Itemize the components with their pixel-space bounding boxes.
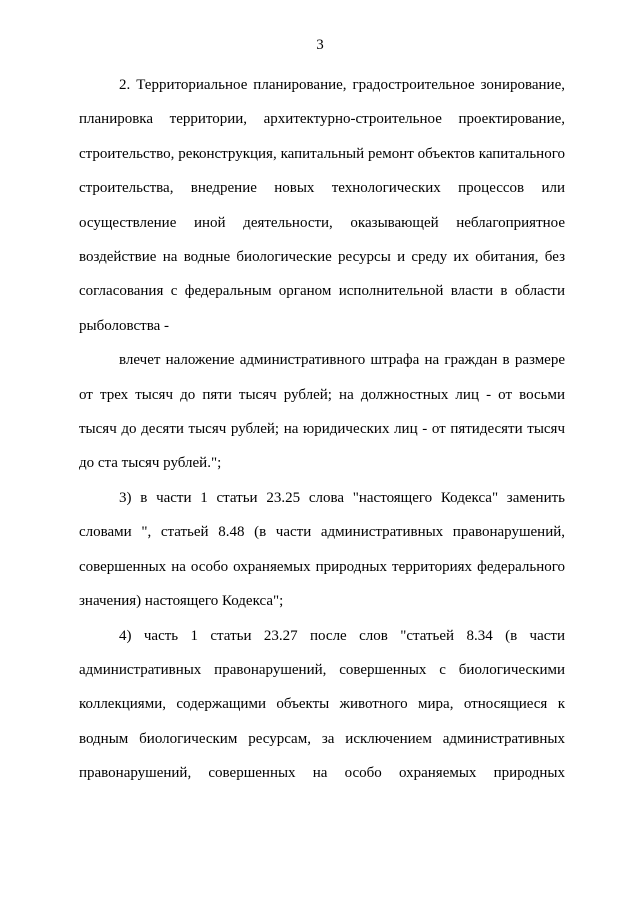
document-body — [79, 68, 565, 791]
paragraph-penalty: влечет наложение административного штрафа на граждан в размере от трех тысяч до пяти тысяч рублей; на должностных лиц - от восьми тысяч до десяти тысяч рублей; на юридических лиц - от пятидесяти тысяч до ста тысяч рублей."; — [79, 352, 565, 472]
page-number: 3 — [316, 37, 324, 53]
paragraph-item-3: 3) в части 1 статьи 23.25 слова "настоящего Кодекса" заменить словами ", статьей 8.48 (в части административных правонарушений, совершенных на особо охраняемых природных территориях федерального значения) настоящего Кодекса"; — [79, 489, 565, 610]
paragraph-item-4: 4) часть 1 статьи 23.27 после слов "статьей 8.34 (в части административных правонарушений, совершенных с биологическими коллекциями, содержащими объекты животного мира, относящиеся к водным биологическим ресурсам, за исключением административных правонарушений, совершенных на особо охраняемых природных — [79, 627, 565, 782]
paragraph-territorial-planning: 2. Территориальное планирование, градостроительное зонирование, планировка территории, архитектурно-строительное проектирование, строительство, реконструкция, капитальный ремонт объектов капитального строительства, внедрение новых технологических процессов или осуществление иной деятельности, оказывающей неблагоприятное воздействие на водные биологические ресурсы и среду их обитания, без согласования с федеральным органом исполнительной власти в области рыболовства - — [79, 77, 565, 334]
